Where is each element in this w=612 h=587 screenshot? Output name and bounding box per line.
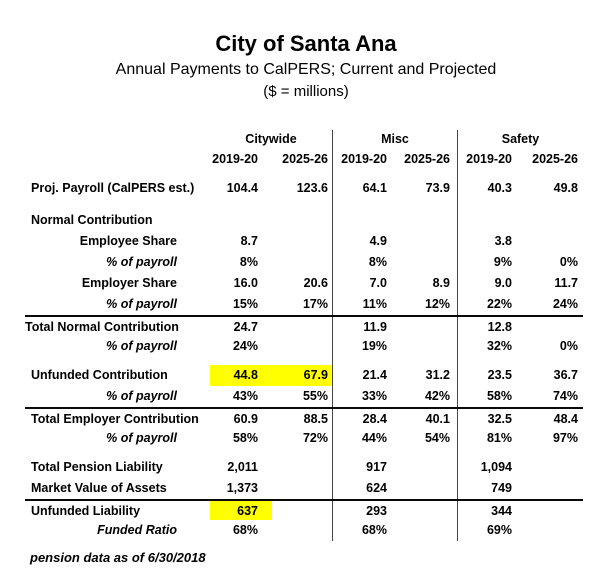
footnote: pension data as of 6/30/2018 <box>30 550 206 565</box>
cell-value: 624 <box>366 481 387 495</box>
year-header: 2019-20 <box>466 152 512 166</box>
cell-value <box>396 210 458 231</box>
spacer-row <box>25 357 583 365</box>
cell-value <box>520 478 583 499</box>
row-label: Normal Contribution <box>31 213 153 227</box>
cell-value: 19% <box>361 339 387 353</box>
cell-value: 60.9 <box>233 412 258 426</box>
cell-value <box>333 210 396 231</box>
cell-value: 68% <box>361 523 387 537</box>
cell-value: 1,373 <box>226 481 258 495</box>
table-row <box>25 407 583 428</box>
units-note: ($ = millions) <box>263 83 349 100</box>
calpers-payments-table <box>25 130 583 541</box>
row-label: Total Normal Contribution <box>25 320 179 334</box>
cell-value <box>210 199 272 210</box>
cell-value <box>520 457 583 478</box>
cell-value: 4.9 <box>369 234 387 248</box>
table-row <box>25 315 583 336</box>
year-header: 2019-20 <box>212 152 258 166</box>
row-label: Employee Share <box>79 234 177 248</box>
cell-value <box>396 231 458 252</box>
table-row <box>25 457 583 478</box>
cell-value: 24% <box>232 339 258 353</box>
cell-value: 22% <box>486 297 512 311</box>
cell-value: 32.5 <box>487 412 512 426</box>
cell-value: 23.5 <box>487 368 512 382</box>
cell-value: 97% <box>552 431 578 445</box>
cell-value: 7.0 <box>369 276 387 290</box>
cell-value: 40.1 <box>396 409 458 428</box>
year-header: 2025-26 <box>272 149 333 169</box>
cell-value: 72% <box>272 428 333 449</box>
cell-value: 42% <box>396 386 458 407</box>
row-label: Market Value of Assets <box>31 481 167 495</box>
cell-value <box>333 199 396 210</box>
group-header-misc: Misc <box>333 130 458 149</box>
cell-value <box>272 252 333 273</box>
row-label: Funded Ratio <box>97 523 177 537</box>
spacer-row <box>25 169 583 178</box>
cell-value <box>520 520 583 541</box>
cell-value <box>272 478 333 499</box>
cell-value <box>272 336 333 357</box>
row-label: Unfunded Contribution <box>31 368 168 382</box>
cell-value: 21.4 <box>362 368 387 382</box>
cell-value: 293 <box>366 504 387 518</box>
cell-value: 0% <box>559 339 578 353</box>
cell-value: 917 <box>366 460 387 474</box>
cell-value <box>272 501 333 520</box>
cell-value <box>272 520 333 541</box>
table-row <box>25 520 583 541</box>
cell-value: 344 <box>491 504 512 518</box>
table-row <box>25 178 583 199</box>
row-label <box>25 449 210 457</box>
corner-cell <box>25 130 210 149</box>
cell-value <box>520 210 583 231</box>
cell-value: 33% <box>361 389 387 403</box>
cell-value: 28.4 <box>362 412 387 426</box>
row-label <box>25 199 210 210</box>
cell-value <box>520 449 583 457</box>
row-label: Total Pension Liability <box>31 460 163 474</box>
cell-value: 9.0 <box>494 276 512 290</box>
cell-value <box>210 210 272 231</box>
group-header-row <box>25 130 583 149</box>
cell-value: 17% <box>272 294 333 315</box>
cell-value <box>520 317 583 336</box>
cell-value: 24% <box>552 297 578 311</box>
year-header: 2025-26 <box>532 152 578 166</box>
cell-value: 81% <box>486 431 512 445</box>
cell-value <box>333 357 396 365</box>
cell-value: 58% <box>232 431 258 445</box>
row-label: Employer Share <box>81 276 177 290</box>
table-row <box>25 252 583 273</box>
cell-value <box>396 457 458 478</box>
cell-value: 11.7 <box>554 276 578 290</box>
cell-value: 88.5 <box>272 409 333 428</box>
cell-value: 749 <box>491 481 512 495</box>
cell-value: 44% <box>361 431 387 445</box>
cell-value: 31.2 <box>396 365 458 386</box>
cell-value: 12.8 <box>487 320 512 334</box>
table-body <box>25 169 583 541</box>
cell-value: 32% <box>486 339 512 353</box>
title-block <box>0 0 612 103</box>
page-title: City of Santa Ana <box>215 31 397 56</box>
row-label: Unfunded Liability <box>31 504 141 518</box>
table-row <box>25 478 583 499</box>
cell-value: 58% <box>486 389 512 403</box>
cell-value: 637 <box>210 501 272 520</box>
table-row <box>25 231 583 252</box>
cell-value <box>520 357 583 365</box>
cell-value <box>272 457 333 478</box>
cell-value: 49.8 <box>553 181 578 195</box>
row-label: Total Employer Contribution <box>31 412 199 426</box>
cell-value: 24.7 <box>233 320 258 334</box>
cell-value <box>272 449 333 457</box>
cell-value: 1,094 <box>480 460 512 474</box>
cell-value: 123.6 <box>272 178 333 199</box>
row-label: % of payroll <box>106 431 177 445</box>
table-row <box>25 294 583 315</box>
table-row <box>25 273 583 294</box>
cell-value: 12% <box>396 294 458 315</box>
cell-value <box>272 199 333 210</box>
cell-value <box>520 231 583 252</box>
cell-value <box>520 501 583 520</box>
cell-value <box>458 210 520 231</box>
spacer-row <box>25 199 583 210</box>
cell-value: 9% <box>493 255 512 269</box>
cell-value <box>272 231 333 252</box>
cell-value <box>458 357 520 365</box>
cell-value <box>210 357 272 365</box>
row-label: % of payroll <box>106 255 177 269</box>
cell-value <box>520 199 583 210</box>
cell-value <box>272 210 333 231</box>
year-header: 2019-20 <box>341 152 387 166</box>
cell-value: 16.0 <box>233 276 258 290</box>
cell-value <box>333 449 396 457</box>
cell-value <box>272 317 333 336</box>
cell-value <box>396 199 458 210</box>
table-row <box>25 210 583 231</box>
cell-value <box>396 252 458 273</box>
cell-value <box>272 357 333 365</box>
row-label <box>25 357 210 365</box>
cell-value <box>396 357 458 365</box>
cell-value <box>396 317 458 336</box>
table-row <box>25 365 583 386</box>
cell-value: 8% <box>368 255 387 269</box>
cell-value <box>458 199 520 210</box>
cell-value <box>396 520 458 541</box>
row-label: Proj. Payroll (CalPERS est.) <box>31 181 195 195</box>
table-row <box>25 499 583 520</box>
cell-value: 68% <box>232 523 258 537</box>
cell-value: 11.9 <box>363 320 387 334</box>
cell-value: 8% <box>239 255 258 269</box>
row-label <box>25 169 210 178</box>
cell-value: 73.9 <box>396 178 458 199</box>
cell-value: 8.7 <box>240 234 258 248</box>
cell-value: 8.9 <box>396 273 458 294</box>
cell-value <box>396 336 458 357</box>
cell-value: 44.8 <box>210 365 272 386</box>
page-subtitle: Annual Payments to CalPERS; Current and Projected <box>115 61 497 78</box>
corner-cell <box>25 149 210 169</box>
cell-value <box>396 501 458 520</box>
year-header: 2025-26 <box>396 149 458 169</box>
cell-value <box>520 169 583 178</box>
cell-value: 36.7 <box>553 368 578 382</box>
cell-value: 2,011 <box>227 460 258 474</box>
cell-value <box>458 169 520 178</box>
cell-value: 55% <box>272 386 333 407</box>
cell-value <box>458 449 520 457</box>
table-row <box>25 428 583 449</box>
row-label: % of payroll <box>106 389 177 403</box>
cell-value: 15% <box>232 297 258 311</box>
cell-value: 64.1 <box>362 181 387 195</box>
group-header-citywide: Citywide <box>210 130 333 149</box>
cell-value <box>210 449 272 457</box>
row-label: % of payroll <box>106 297 177 311</box>
cell-value: 104.4 <box>226 181 258 195</box>
cell-value <box>396 478 458 499</box>
cell-value: 40.3 <box>487 181 512 195</box>
spacer-row <box>25 449 583 457</box>
row-label: % of payroll <box>106 339 177 353</box>
cell-value <box>396 169 458 178</box>
cell-value: 54% <box>396 428 458 449</box>
cell-value <box>396 449 458 457</box>
cell-value <box>272 169 333 178</box>
cell-value: 67.9 <box>272 365 333 386</box>
table-row <box>25 336 583 357</box>
cell-value <box>210 169 272 178</box>
cell-value: 43% <box>232 389 258 403</box>
cell-value: 74% <box>552 389 578 403</box>
cell-value: 11% <box>362 297 387 311</box>
cell-value <box>333 169 396 178</box>
cell-value: 48.4 <box>553 412 578 426</box>
table-row <box>25 386 583 407</box>
group-header-safety: Safety <box>501 132 540 146</box>
cell-value: 0% <box>559 255 578 269</box>
cell-value: 3.8 <box>494 234 512 248</box>
year-header-row <box>25 149 583 169</box>
cell-value: 20.6 <box>272 273 333 294</box>
cell-value: 69% <box>486 523 512 537</box>
